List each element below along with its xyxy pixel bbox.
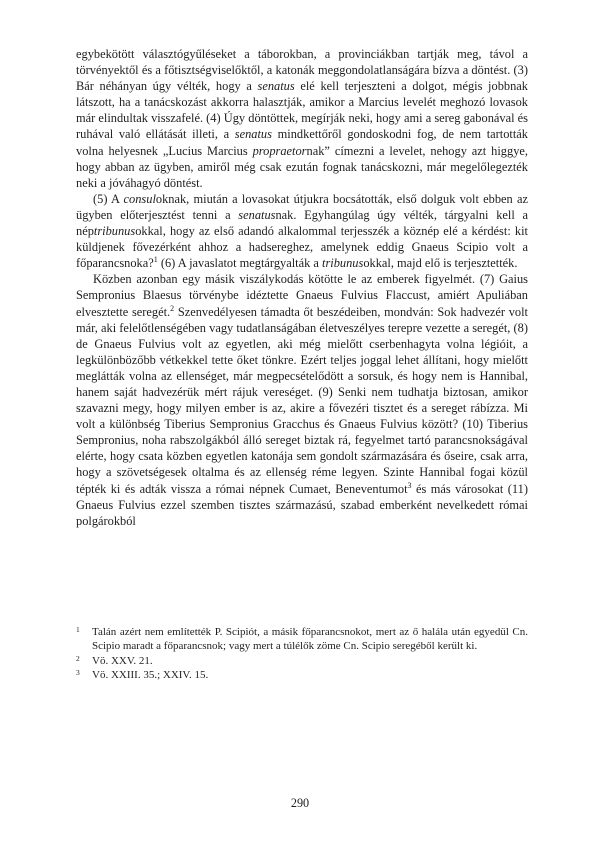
footnote-text: Talán azért nem említették P. Scipiót, a másik főparancsnokot, mert az ő halála után egyedül Cn. Scipio maradt a főparancsnok; vagy mert a túlélők zöme Cn. Scipio seregéből került ki. — [92, 626, 528, 653]
paragraph-2: (5) A consuloknak, miután a lovasokat útjukra bocsátották, első dolguk volt ebben az ügyben előterjesztést tenni a senatusnak. Egyhangúlag úgy vélték, tárgyalni kell a néptribunusokkal, hogy az első adandó alkalommal terjesszék a köznép elé a kérdést: kit küldjenek fővezérként ahhoz a hadsereghez, amelynek eddig Gnaeus Scipio volt a főparancsnoka?$^1$ (6) A javaslatot megtárgyalták a tribunusokkal, majd elő is terjesztették. — [76, 191, 528, 271]
main-text — [76, 46, 528, 529]
paragraph-3: Közben azonban egy másik viszálykodás kötötte le az emberek figyelmét. (7) Gaius Sempronius Blaesus törvénybe idéztette Gnaeus Fulvius Flaccust, amiért Apuliában elvesztette seregét.$^2$ Szenvedélyesen támadta őt beszédeiben, mondván: Sok hadvezér volt már, aki felelőtlenségében vagy tudatlanságában életveszélyes terepre vezette a seregét, (8) de Gnaeus Fulvius volt az egyetlen, aki még mielőtt cserbenhagyta volna légióit, a legkülönbözőbb vétkekkel tette őket tönkre. Ezért teljes joggal lehet állítani, hogy mielőtt meglátták volna az ellenséget, már megpecsételődött a sorsuk, és hogy nem is Hannibal, hanem saját hadvezérük mért rájuk vereséget. (9) Senki nem tudhatja biztosan, amikor szavazni megy, hogy milyen ember is az, akire a fővezéri tisztet és a sereget rábízza. Mi volt a különbség Tiberius Sempronius Gracchus és Gnaeus Fulvius között? (10) Tiberius Sempronius, noha rabszolgákból álló sereget biztak rá, fegyelmet tartó parancsnokságával elérte, hogy csata közben egyetlen katonája sem gondolt származására és őseire, csak arra, hogy a szövetségesek oltalma és az ellenség réme legyen. Szinte Hannibal fogai közül tépték ki és adták vissza a római népnek Cumaet, Beneventumot$^3$ és más városokat (11) Gnaeus Fulvius ezzel szemben tisztes származású, szabad emberként nevelkedett római polgárokból — [76, 272, 528, 528]
footnote-1: 1 Talán azért nem említették P. Scipiót, a másik főparancsnokot, mert az ő halála után egyedül Cn. Scipio maradt a főparancsnok; vagy mert a túlélők zöme Cn. Scipio seregéből került ki. — [76, 625, 528, 653]
footnotes — [76, 625, 528, 682]
page-number: 290 — [290, 796, 310, 810]
footnote-3: 3 Vö. XXIII. 35.; XXIV. 15. — [76, 667, 209, 681]
paragraph-1: egybekötött választógyűléseket a táborokban, a provinciákban tartják meg, távol a törvényektől és a főtisztségviselőktől, a katonák meggondolatlanságára bízva a döntést. (3) Bár néhányan úgy vélték, hogy a senatus elé kell terjeszteni a dolgot, mégis jobbnak látszott, ha a tanácskozást akkorra halasztják, amikor a Marcius levelét meghozó lovasok már elindultak visszafelé. (4) Úgy döntöttek, megírják neki, hogy ami a sereg gabonával és ruhával való ellátását illeti, a senatus mindkettőről gondoskodni fog, de nem tartották volna helyesnek „Lucius Marcius propraetornak” címezni a levelet, nehogy azt higgye, hogy abban az ügyben, amiről még csak ezután fognak tanácskozni, már megelőlegezték neki a jóváhagyó döntést. — [76, 47, 529, 190]
footnote-2: 2 Vö. XXV. 21. — [76, 653, 153, 667]
footnote-text: Vö. XXIII. 35.; XXIV. 15. — [92, 668, 209, 681]
footnote-text: Vö. XXV. 21. — [92, 654, 153, 667]
